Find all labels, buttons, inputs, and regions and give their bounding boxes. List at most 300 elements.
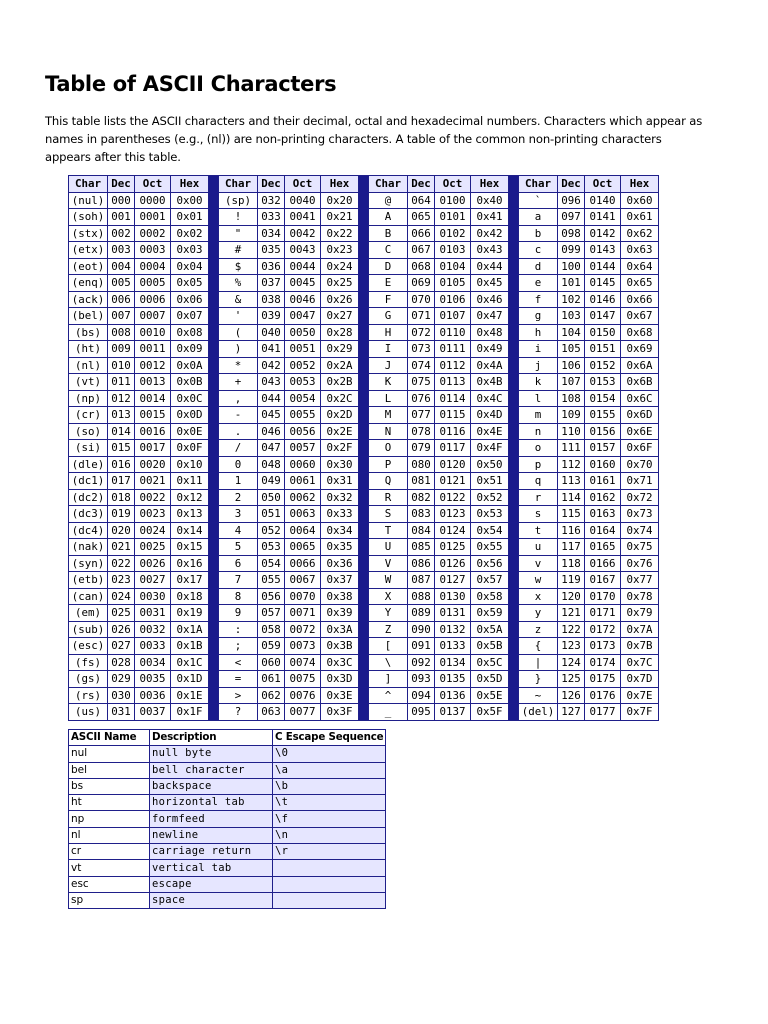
cell-char: (dc2) [68, 489, 107, 506]
block-separator [508, 324, 518, 341]
cell-char: (ht) [68, 340, 107, 357]
cell-oct: 0154 [584, 390, 620, 407]
cell-oct: 0074 [284, 654, 320, 671]
cell-oct: 0130 [434, 588, 470, 605]
cell-dec: 030 [107, 687, 134, 704]
cell-char: . [218, 423, 257, 440]
cell-dec: 062 [257, 687, 284, 704]
cell-oct: 0070 [284, 588, 320, 605]
cell-dec: 032 [257, 192, 284, 209]
cell-hex: 0x00 [170, 192, 208, 209]
cell-dec: 123 [557, 637, 584, 654]
column-header-hex: Hex [170, 175, 208, 192]
block-separator [208, 604, 218, 621]
cell-hex: 0x32 [320, 489, 358, 506]
cell-char: h [518, 324, 557, 341]
cell-hex: 0x5C [470, 654, 508, 671]
intro-paragraph: This table lists the ASCII characters and their decimal, octal and hexadecimal numbers. Characters which appear as names in parentheses (e.g., (nl)) are non-printing characters. A table of the common non-printing characters appears after this table. [45, 114, 703, 164]
block-separator [208, 489, 218, 506]
table-row [68, 687, 658, 704]
cell-oct: 0032 [134, 621, 170, 638]
cell-char: k [518, 373, 557, 390]
cell-hex: 0x2F [320, 439, 358, 456]
cell-oct: 0125 [434, 538, 470, 555]
cell-hex: 0x15 [170, 538, 208, 555]
column-header-description: Description [150, 730, 273, 746]
cell-char: (can) [68, 588, 107, 605]
cell-oct: 0105 [434, 274, 470, 291]
cell-char: (dc3) [68, 505, 107, 522]
cell-dec: 117 [557, 538, 584, 555]
table-row [68, 439, 658, 456]
cell-hex: 0x1B [170, 637, 208, 654]
cell-char: c [518, 241, 557, 258]
block-separator [208, 307, 218, 324]
cell-oct: 0057 [284, 439, 320, 456]
cell-hex: 0x6E [620, 423, 658, 440]
cell-char: l [518, 390, 557, 407]
cell-hex: 0x50 [470, 456, 508, 473]
table-row [68, 225, 658, 242]
cell-dec: 033 [257, 208, 284, 225]
cell-oct: 0122 [434, 489, 470, 506]
cell-dec: 085 [407, 538, 434, 555]
block-separator [508, 175, 518, 192]
cell-dec: 031 [107, 703, 134, 721]
cell-oct: 0141 [584, 208, 620, 225]
block-separator [358, 357, 368, 374]
block-separator [208, 192, 218, 209]
block-separator [508, 637, 518, 654]
cell-dec: 069 [407, 274, 434, 291]
cell-oct: 0100 [434, 192, 470, 209]
cell-dec: 046 [257, 423, 284, 440]
cell-oct: 0164 [584, 522, 620, 539]
cell-hex: 0x10 [170, 456, 208, 473]
escape-sequence-cell: \a [273, 762, 386, 778]
block-separator [358, 571, 368, 588]
cell-dec: 090 [407, 621, 434, 638]
block-separator [508, 555, 518, 572]
cell-char: (fs) [68, 654, 107, 671]
cell-dec: 111 [557, 439, 584, 456]
cell-char: & [218, 291, 257, 308]
block-separator [208, 357, 218, 374]
cell-char: (nul) [68, 192, 107, 209]
cell-dec: 005 [107, 274, 134, 291]
escape-sequence-cell: \r [273, 844, 386, 860]
block-separator [358, 439, 368, 456]
cell-char: (nak) [68, 538, 107, 555]
cell-oct: 0055 [284, 406, 320, 423]
cell-hex: 0x52 [470, 489, 508, 506]
block-separator [508, 423, 518, 440]
cell-oct: 0152 [584, 357, 620, 374]
block-separator [358, 703, 368, 721]
cell-char: V [368, 555, 407, 572]
cell-char: | [518, 654, 557, 671]
cell-hex: 0x17 [170, 571, 208, 588]
cell-dec: 054 [257, 555, 284, 572]
cell-oct: 0161 [584, 472, 620, 489]
cell-oct: 0066 [284, 555, 320, 572]
block-separator [508, 505, 518, 522]
block-separator [508, 604, 518, 621]
block-separator [508, 472, 518, 489]
cell-char: j [518, 357, 557, 374]
table-row [68, 637, 658, 654]
block-separator [358, 175, 368, 192]
cell-oct: 0147 [584, 307, 620, 324]
ascii-table [68, 175, 659, 721]
table-row [68, 505, 658, 522]
cell-char: 9 [218, 604, 257, 621]
cell-char: > [218, 687, 257, 704]
cell-char: ^ [368, 687, 407, 704]
cell-char: L [368, 390, 407, 407]
table-row [68, 340, 658, 357]
cell-oct: 0160 [584, 456, 620, 473]
cell-hex: 0x35 [320, 538, 358, 555]
cell-dec: 013 [107, 406, 134, 423]
cell-hex: 0x1A [170, 621, 208, 638]
cell-hex: 0x49 [470, 340, 508, 357]
cell-dec: 008 [107, 324, 134, 341]
cell-char: X [368, 588, 407, 605]
cell-oct: 0060 [284, 456, 320, 473]
cell-char: R [368, 489, 407, 506]
cell-oct: 0063 [284, 505, 320, 522]
cell-hex: 0x29 [320, 340, 358, 357]
block-separator [358, 522, 368, 539]
cell-dec: 025 [107, 604, 134, 621]
cell-oct: 0166 [584, 555, 620, 572]
cell-char: { [518, 637, 557, 654]
cell-dec: 044 [257, 390, 284, 407]
cell-dec: 100 [557, 258, 584, 275]
cell-oct: 0014 [134, 390, 170, 407]
table-row [69, 827, 386, 843]
cell-oct: 0146 [584, 291, 620, 308]
cell-oct: 0073 [284, 637, 320, 654]
cell-hex: 0x66 [620, 291, 658, 308]
block-separator [208, 588, 218, 605]
cell-hex: 0x25 [320, 274, 358, 291]
cell-char: p [518, 456, 557, 473]
cell-oct: 0065 [284, 538, 320, 555]
cell-hex: 0x12 [170, 489, 208, 506]
cell-oct: 0043 [284, 241, 320, 258]
cell-oct: 0120 [434, 456, 470, 473]
cell-dec: 078 [407, 423, 434, 440]
column-header-oct: Oct [134, 175, 170, 192]
table-row [68, 555, 658, 572]
cell-oct: 0117 [434, 439, 470, 456]
cell-dec: 009 [107, 340, 134, 357]
cell-oct: 0023 [134, 505, 170, 522]
cell-dec: 068 [407, 258, 434, 275]
cell-dec: 042 [257, 357, 284, 374]
cell-oct: 0030 [134, 588, 170, 605]
cell-hex: 0x24 [320, 258, 358, 275]
cell-hex: 0x58 [470, 588, 508, 605]
cell-oct: 0174 [584, 654, 620, 671]
cell-hex: 0x73 [620, 505, 658, 522]
description-cell: carriage return [150, 844, 273, 860]
ascii-name-cell: cr [69, 844, 150, 860]
cell-dec: 109 [557, 406, 584, 423]
cell-oct: 0017 [134, 439, 170, 456]
cell-char: (etb) [68, 571, 107, 588]
cell-dec: 107 [557, 373, 584, 390]
cell-hex: 0x36 [320, 555, 358, 572]
cell-dec: 043 [257, 373, 284, 390]
cell-char: 4 [218, 522, 257, 539]
cell-dec: 035 [257, 241, 284, 258]
description-cell: escape [150, 876, 273, 892]
table-row [68, 423, 658, 440]
cell-char: (etx) [68, 241, 107, 258]
block-separator [208, 258, 218, 275]
cell-hex: 0x7D [620, 670, 658, 687]
block-separator [358, 208, 368, 225]
cell-oct: 0003 [134, 241, 170, 258]
cell-char: (stx) [68, 225, 107, 242]
cell-hex: 0x40 [470, 192, 508, 209]
cell-oct: 0067 [284, 571, 320, 588]
block-separator [508, 373, 518, 390]
cell-dec: 059 [257, 637, 284, 654]
block-separator [208, 439, 218, 456]
cell-oct: 0133 [434, 637, 470, 654]
cell-hex: 0x7E [620, 687, 658, 704]
cell-oct: 0061 [284, 472, 320, 489]
cell-hex: 0x0A [170, 357, 208, 374]
block-separator [208, 423, 218, 440]
cell-oct: 0151 [584, 340, 620, 357]
escape-sequence-cell: \0 [273, 746, 386, 762]
block-separator [508, 291, 518, 308]
cell-dec: 038 [257, 291, 284, 308]
cell-hex: 0x37 [320, 571, 358, 588]
cell-char: W [368, 571, 407, 588]
cell-hex: 0x6D [620, 406, 658, 423]
description-cell: formfeed [150, 811, 273, 827]
table-row [69, 892, 386, 908]
cell-oct: 0054 [284, 390, 320, 407]
cell-hex: 0x20 [320, 192, 358, 209]
nonprinting-table-header-row [69, 730, 386, 746]
cell-oct: 0140 [584, 192, 620, 209]
cell-char: U [368, 538, 407, 555]
cell-char: F [368, 291, 407, 308]
cell-hex: 0x47 [470, 307, 508, 324]
cell-dec: 067 [407, 241, 434, 258]
description-cell: horizontal tab [150, 795, 273, 811]
cell-hex: 0x22 [320, 225, 358, 242]
cell-hex: 0x03 [170, 241, 208, 258]
cell-oct: 0020 [134, 456, 170, 473]
block-separator [358, 604, 368, 621]
cell-char: r [518, 489, 557, 506]
cell-char: (bs) [68, 324, 107, 341]
cell-hex: 0x41 [470, 208, 508, 225]
cell-char: N [368, 423, 407, 440]
block-separator [208, 472, 218, 489]
cell-hex: 0x6A [620, 357, 658, 374]
cell-char: y [518, 604, 557, 621]
block-separator [208, 225, 218, 242]
block-separator [508, 406, 518, 423]
cell-char: (gs) [68, 670, 107, 687]
cell-char: (syn) [68, 555, 107, 572]
cell-dec: 110 [557, 423, 584, 440]
cell-char: : [218, 621, 257, 638]
block-separator [508, 439, 518, 456]
cell-oct: 0002 [134, 225, 170, 242]
cell-hex: 0x74 [620, 522, 658, 539]
escape-sequence-cell [273, 860, 386, 876]
cell-hex: 0x0D [170, 406, 208, 423]
block-separator [508, 654, 518, 671]
cell-char: (vt) [68, 373, 107, 390]
cell-oct: 0156 [584, 423, 620, 440]
cell-char: i [518, 340, 557, 357]
column-header-dec: Dec [407, 175, 434, 192]
cell-char: 3 [218, 505, 257, 522]
cell-dec: 065 [407, 208, 434, 225]
cell-hex: 0x07 [170, 307, 208, 324]
block-separator [358, 637, 368, 654]
cell-char: / [218, 439, 257, 456]
cell-hex: 0x77 [620, 571, 658, 588]
cell-dec: 052 [257, 522, 284, 539]
cell-dec: 050 [257, 489, 284, 506]
cell-char: 7 [218, 571, 257, 588]
cell-hex: 0x34 [320, 522, 358, 539]
cell-char: (bel) [68, 307, 107, 324]
column-header-oct: Oct [284, 175, 320, 192]
cell-oct: 0031 [134, 604, 170, 621]
block-separator [508, 307, 518, 324]
cell-char: (enq) [68, 274, 107, 291]
cell-oct: 0113 [434, 373, 470, 390]
cell-char: ) [218, 340, 257, 357]
cell-dec: 016 [107, 456, 134, 473]
table-row [68, 258, 658, 275]
cell-dec: 066 [407, 225, 434, 242]
cell-char: (np) [68, 390, 107, 407]
cell-dec: 049 [257, 472, 284, 489]
description-cell: null byte [150, 746, 273, 762]
block-separator [358, 258, 368, 275]
cell-hex: 0x2B [320, 373, 358, 390]
table-row [68, 472, 658, 489]
cell-dec: 104 [557, 324, 584, 341]
cell-hex: 0x02 [170, 225, 208, 242]
cell-dec: 070 [407, 291, 434, 308]
cell-dec: 113 [557, 472, 584, 489]
cell-char: m [518, 406, 557, 423]
cell-oct: 0001 [134, 208, 170, 225]
cell-dec: 125 [557, 670, 584, 687]
cell-char: 1 [218, 472, 257, 489]
cell-dec: 074 [407, 357, 434, 374]
cell-dec: 021 [107, 538, 134, 555]
cell-char: S [368, 505, 407, 522]
cell-dec: 018 [107, 489, 134, 506]
cell-oct: 0135 [434, 670, 470, 687]
description-cell: newline [150, 827, 273, 843]
block-separator [508, 687, 518, 704]
cell-char: d [518, 258, 557, 275]
cell-char: (esc) [68, 637, 107, 654]
escape-sequence-cell: \t [273, 795, 386, 811]
cell-hex: 0x3A [320, 621, 358, 638]
block-separator [508, 340, 518, 357]
column-header-oct: Oct [434, 175, 470, 192]
cell-dec: 083 [407, 505, 434, 522]
block-separator [208, 687, 218, 704]
cell-char: C [368, 241, 407, 258]
cell-oct: 0167 [584, 571, 620, 588]
column-header-hex: Hex [470, 175, 508, 192]
cell-dec: 007 [107, 307, 134, 324]
block-separator [208, 291, 218, 308]
block-separator [508, 390, 518, 407]
cell-char: P [368, 456, 407, 473]
cell-dec: 122 [557, 621, 584, 638]
cell-dec: 034 [257, 225, 284, 242]
table-row [68, 373, 658, 390]
cell-oct: 0006 [134, 291, 170, 308]
cell-oct: 0047 [284, 307, 320, 324]
cell-char: T [368, 522, 407, 539]
block-separator [208, 703, 218, 721]
cell-dec: 121 [557, 604, 584, 621]
cell-char: (soh) [68, 208, 107, 225]
cell-dec: 027 [107, 637, 134, 654]
cell-oct: 0115 [434, 406, 470, 423]
cell-dec: 037 [257, 274, 284, 291]
cell-oct: 0106 [434, 291, 470, 308]
escape-sequence-cell: \b [273, 778, 386, 794]
block-separator [508, 703, 518, 721]
cell-oct: 0155 [584, 406, 620, 423]
cell-hex: 0x4E [470, 423, 508, 440]
block-separator [358, 621, 368, 638]
cell-dec: 080 [407, 456, 434, 473]
cell-oct: 0157 [584, 439, 620, 456]
cell-dec: 056 [257, 588, 284, 605]
cell-hex: 0x18 [170, 588, 208, 605]
cell-hex: 0x11 [170, 472, 208, 489]
block-separator [508, 522, 518, 539]
block-separator [358, 505, 368, 522]
cell-dec: 060 [257, 654, 284, 671]
cell-char: E [368, 274, 407, 291]
cell-char: O [368, 439, 407, 456]
table-row [68, 588, 658, 605]
cell-dec: 114 [557, 489, 584, 506]
cell-dec: 084 [407, 522, 434, 539]
cell-char: ! [218, 208, 257, 225]
cell-hex: 0x75 [620, 538, 658, 555]
cell-oct: 0077 [284, 703, 320, 721]
cell-oct: 0121 [434, 472, 470, 489]
block-separator [208, 324, 218, 341]
block-separator [358, 373, 368, 390]
